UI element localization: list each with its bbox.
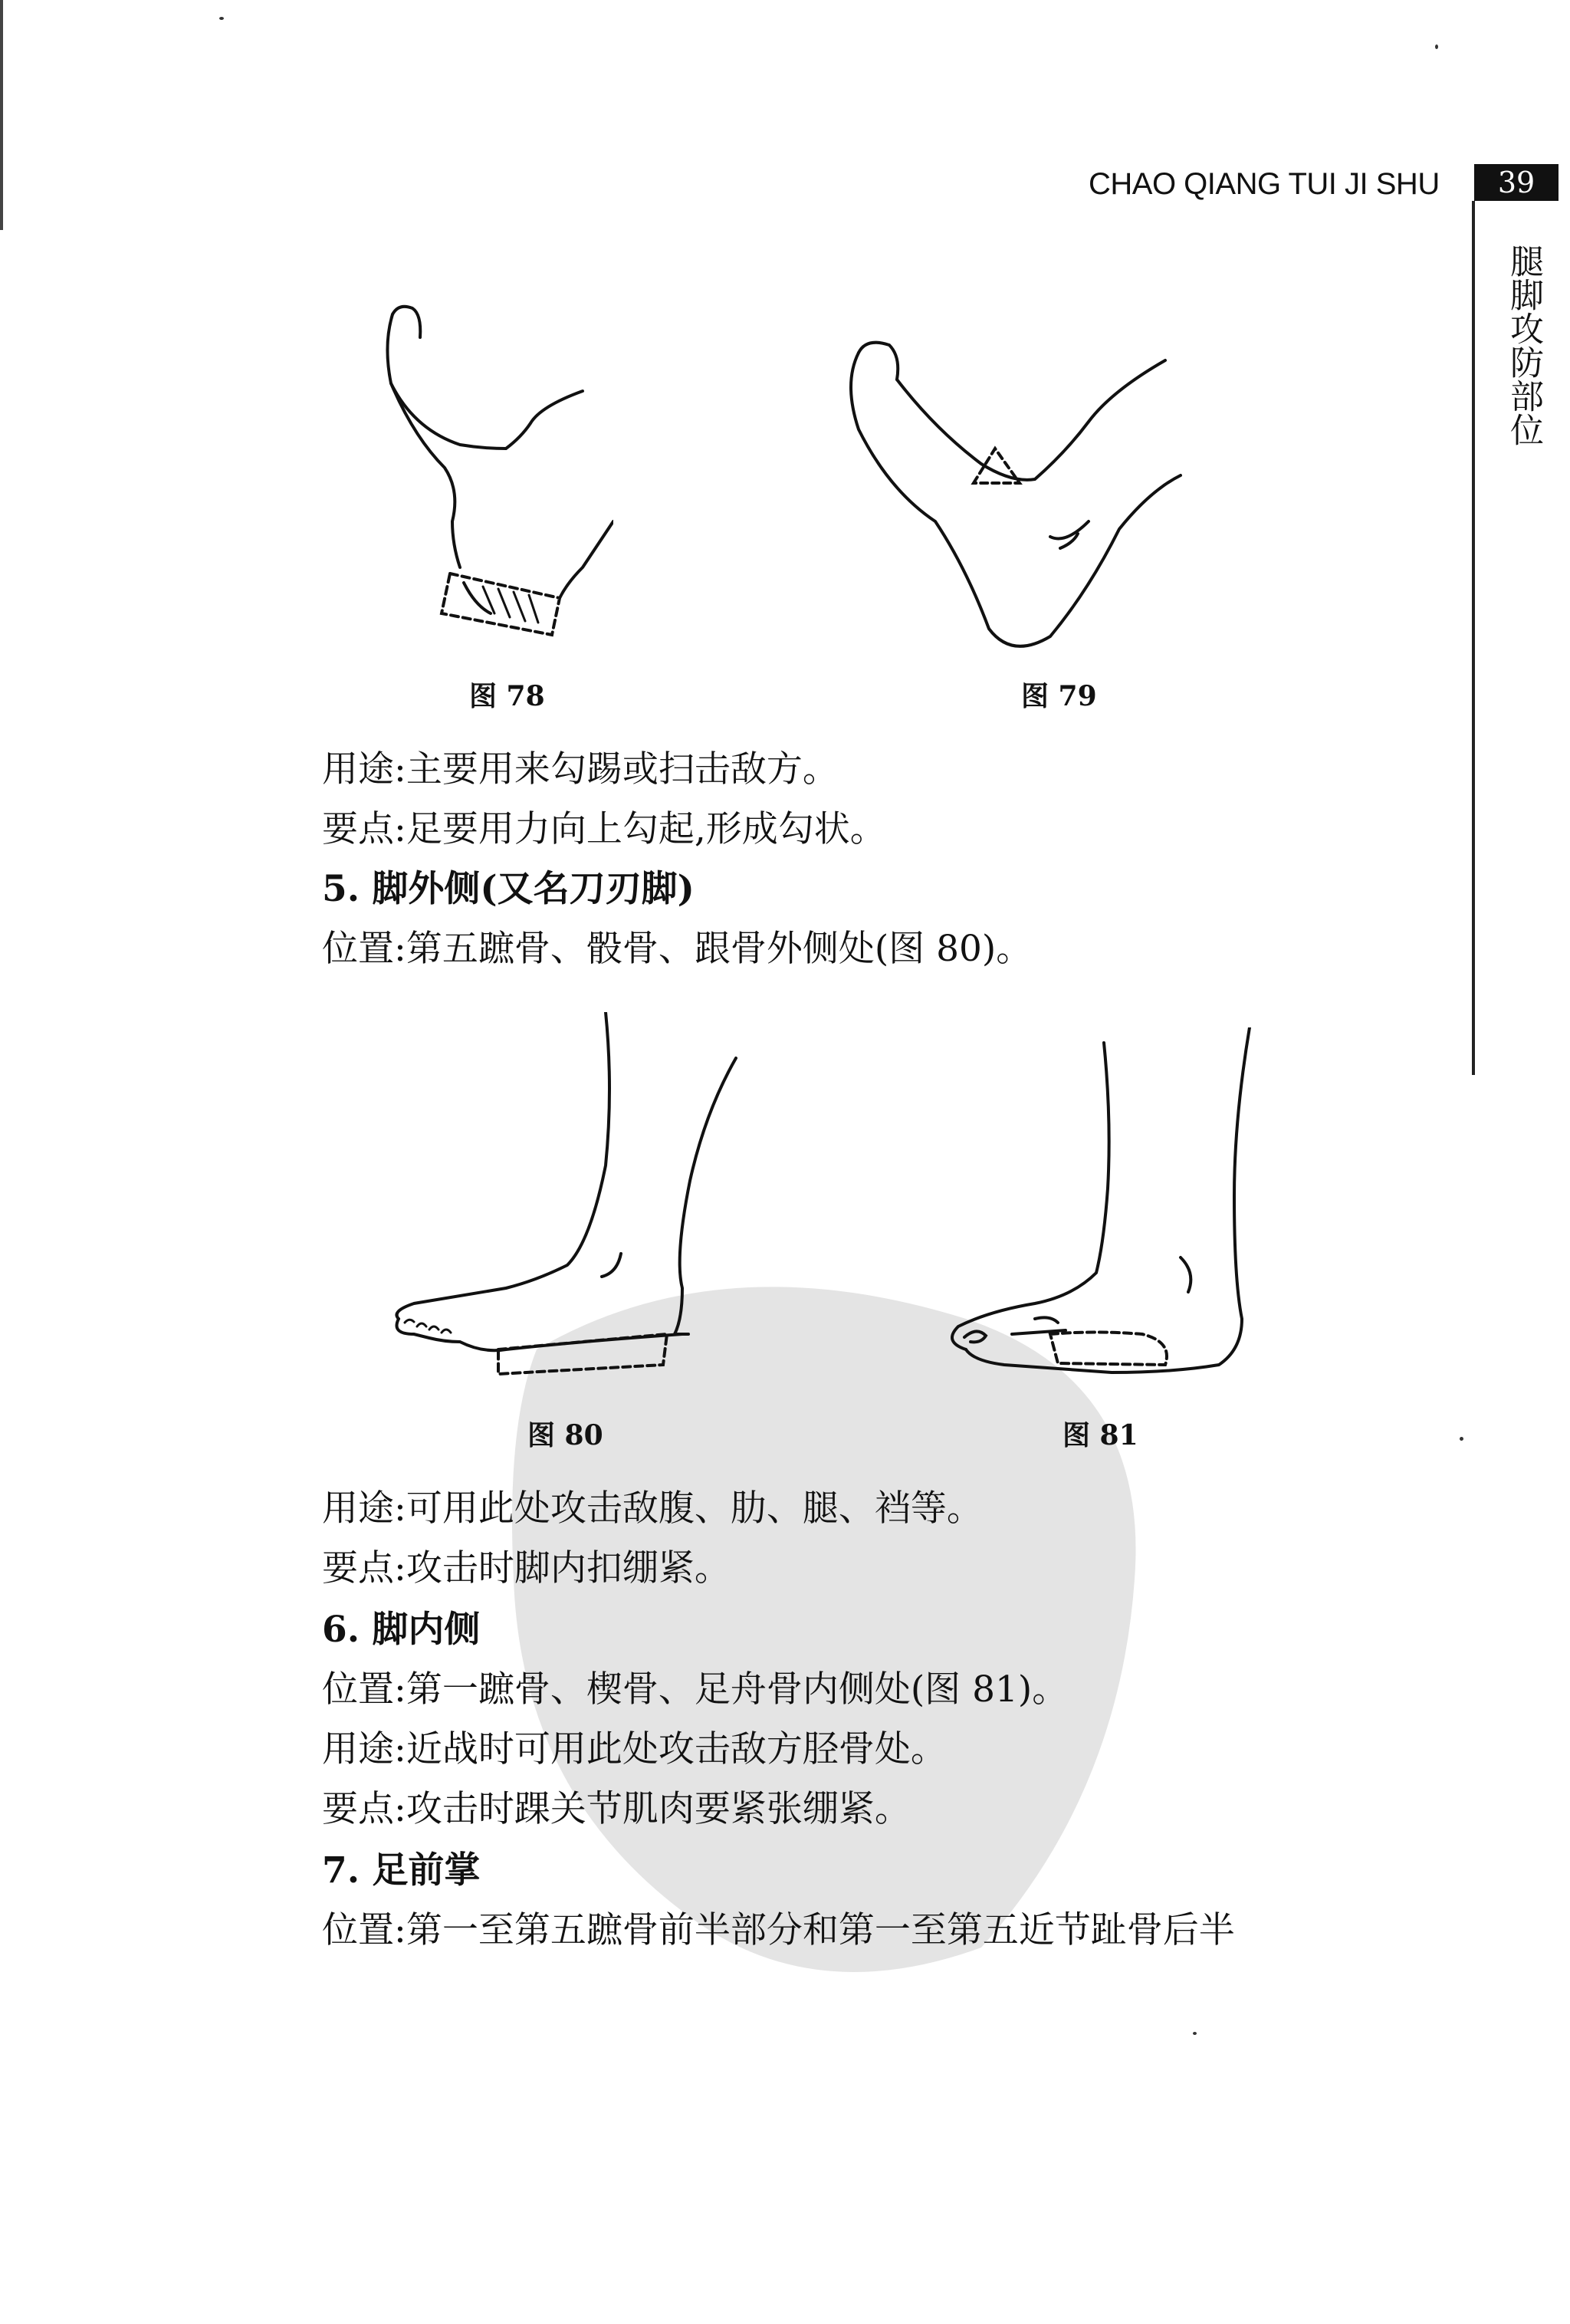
side-rule (1472, 201, 1475, 1075)
key-point-line-inner-foot: 要点:攻击时踝关节肌肉要紧张绷紧。 (322, 1788, 911, 1830)
usage-line-hook: 用途:主要用来勾踢或扫击敌方。 (322, 748, 839, 791)
section-heading-7: 7. 足前掌 (322, 1849, 481, 1892)
section-heading-6: 6. 脚内侧 (322, 1609, 481, 1651)
figure-78-caption: 图 78 (469, 680, 545, 712)
section-heading-5: 5. 脚外侧(又名刀刃脚) (322, 868, 695, 910)
page-number: 39 (1474, 164, 1559, 201)
figure-81-foot-inner-edge (943, 1027, 1280, 1388)
figure-79-foot-instep (843, 337, 1196, 659)
figure-81-caption: 图 81 (1063, 1419, 1138, 1451)
usage-line-outer-foot: 用途:可用此处攻击敌腹、肋、腿、裆等。 (322, 1487, 983, 1530)
key-point-line-hook: 要点:足要用力向上勾起,形成勾状。 (322, 808, 886, 850)
figure-79-caption: 图 79 (1021, 680, 1097, 712)
running-header: CHAO QIANG TUI JI SHU (1089, 167, 1440, 201)
side-chapter-title: 腿脚攻防部位 (1504, 244, 1543, 446)
figure-80-foot-outer-edge (383, 1012, 751, 1395)
position-line-outer-foot: 位置:第五蹠骨、骰骨、跟骨外侧处(图 80)。 (322, 928, 1033, 970)
page-edge-shadow (0, 0, 3, 230)
key-point-line-outer-foot: 要点:攻击时脚内扣绷紧。 (322, 1547, 731, 1589)
position-line-inner-foot: 位置:第一蹠骨、楔骨、足舟骨内侧处(图 81)。 (322, 1668, 1069, 1711)
usage-line-inner-foot: 用途:近战时可用此处攻击敌方胫骨处。 (322, 1728, 947, 1770)
figure-80-caption: 图 80 (527, 1419, 603, 1451)
position-line-forefoot: 位置:第一至第五蹠骨前半部分和第一至第五近节趾骨后半 (322, 1909, 1235, 1951)
figure-78-foot-hook (368, 291, 613, 659)
